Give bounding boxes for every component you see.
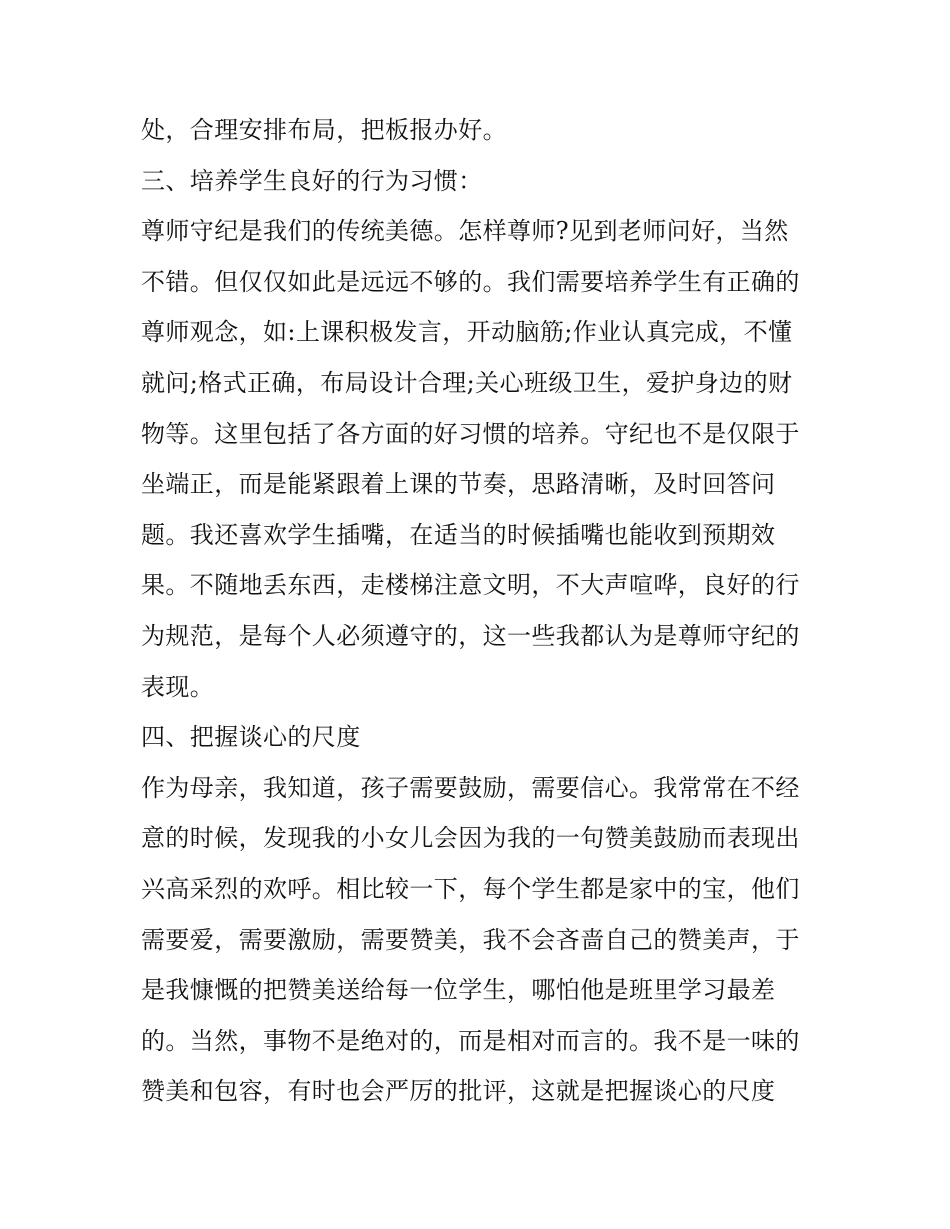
text-line: 兴高采烈的欢呼。相比较一下，每个学生都是家中的宝，他们 [141,874,800,903]
text-line: 不错。但仅仅如此是远远不够的。我们需要培养学生有正确的 [141,267,800,296]
text-line: 作为母亲，我知道，孩子需要鼓励，需要信心。我常常在不经 [141,773,800,802]
text-line: 的。当然，事物不是绝对的，而是相对而言的。我不是一味的 [141,1026,800,1055]
text-line: 尊师观念，如:上课积极发言，开动脑筋;作业认真完成，不懂 [141,318,793,347]
text-line: 处，合理安排布局，把板报办好。 [141,116,507,144]
text-line: 坐端正，而是能紧跟着上课的节奏，思路清晰，及时回答问 [141,470,776,499]
text-line: 果。不随地丢东西，走楼梯注意文明，不大声喧哗，良好的行 [141,571,800,600]
text-line: 尊师守纪是我们的传统美德。怎样尊师?见到老师问好，当然 [141,217,789,246]
section-heading: 三、培养学生良好的行为习惯： [141,166,483,195]
text-line: 赞美和包容，有时也会严厉的批评，这就是把握谈心的尺度 [141,1077,776,1106]
document-body [141,105,821,1117]
text-line: 物等。这里包括了各方面的好习惯的培养。守纪也不是仅限于 [141,419,800,448]
section-heading: 四、把握谈心的尺度 [141,723,361,752]
text-line: 是我慷慨的把赞美送给每一位学生，哪怕他是班里学习最差 [141,976,776,1005]
text-line: 表现。 [141,672,215,701]
text-line: 意的时候，发现我的小女儿会因为我的一句赞美鼓励而表现出 [141,824,800,853]
text-line: 为规范，是每个人必须遵守的，这一些我都认为是尊师守纪的 [141,621,800,650]
text-line: 就问;格式正确，布局设计合理;关心班级卫生，爱护身边的财 [141,368,793,397]
text-line: 需要爱，需要激励，需要赞美，我不会吝啬自己的赞美声，于 [141,925,800,954]
text-line: 题。我还喜欢学生插嘴，在适当的时候插嘴也能收到预期效 [141,520,776,549]
